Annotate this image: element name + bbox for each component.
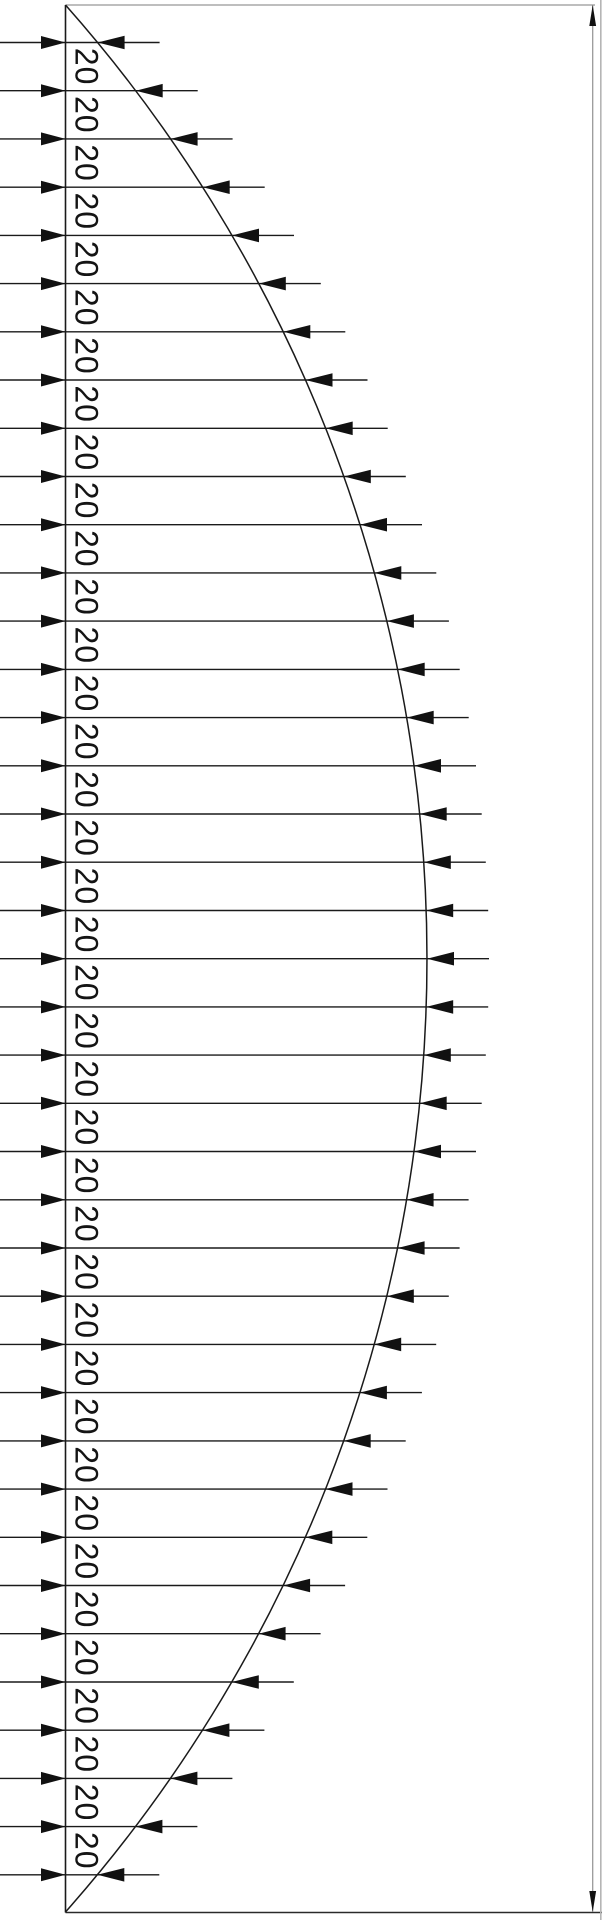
force-arrowhead-right-icon xyxy=(41,711,66,724)
force-arrowhead-left-icon xyxy=(427,952,454,966)
force-arrowhead-left-icon xyxy=(424,1048,451,1062)
force-arrowhead-right-icon xyxy=(41,663,66,676)
force-arrowhead-right-icon xyxy=(41,1868,66,1881)
force-arrowhead-left-icon xyxy=(306,373,333,387)
force-arrowhead-right-icon xyxy=(41,1627,66,1640)
load-label: 20 xyxy=(68,240,105,279)
force-arrowhead-right-icon xyxy=(41,422,66,435)
load-label: 20 xyxy=(68,144,105,182)
force-arrowhead-left-icon xyxy=(283,1579,310,1593)
force-arrowhead-right-icon xyxy=(41,132,66,145)
force-arrowhead-right-icon xyxy=(41,1290,66,1303)
load-label: 20 xyxy=(68,1205,105,1243)
force-arrowhead-right-icon xyxy=(41,470,66,483)
force-arrowhead-right-icon xyxy=(41,374,66,387)
force-arrowhead-left-icon xyxy=(398,663,425,677)
load-label: 20 xyxy=(68,867,105,906)
force-arrowhead-right-icon xyxy=(41,1483,66,1496)
load-label: 20 xyxy=(68,1397,105,1436)
load-label: 20 xyxy=(68,626,105,665)
force-arrowhead-right-icon xyxy=(41,181,66,194)
force-arrowhead-left-icon xyxy=(414,1145,441,1159)
force-arrowhead-right-icon xyxy=(41,1531,66,1544)
force-arrowhead-right-icon xyxy=(41,1772,66,1785)
force-arrowhead-right-icon xyxy=(41,1000,66,1013)
load-label: 20 xyxy=(68,1156,105,1195)
force-arrowhead-left-icon xyxy=(407,1193,434,1207)
force-arrowhead-right-icon xyxy=(41,904,66,917)
load-label: 20 xyxy=(68,433,105,472)
force-arrowhead-left-icon xyxy=(232,1675,259,1689)
load-label: 20 xyxy=(68,530,105,568)
force-arrowhead-left-icon xyxy=(426,904,453,918)
load-label: 20 xyxy=(68,578,105,616)
load-label: 20 xyxy=(68,1687,105,1725)
load-label: 20 xyxy=(68,1060,105,1098)
force-arrowhead-left-icon xyxy=(232,229,259,243)
force-arrowhead-left-icon xyxy=(305,1531,332,1545)
dimension-arrowhead-up-icon xyxy=(589,5,596,26)
load-label: 20 xyxy=(68,96,105,134)
force-arrowhead-left-icon xyxy=(387,1289,414,1303)
force-arrowhead-right-icon xyxy=(41,1676,66,1689)
force-arrowhead-right-icon xyxy=(41,1242,66,1255)
force-arrowhead-left-icon xyxy=(424,855,451,869)
force-arrowhead-left-icon xyxy=(360,1386,387,1400)
force-arrowhead-left-icon xyxy=(344,470,371,484)
force-arrowhead-left-icon xyxy=(407,711,434,725)
load-label: 20 xyxy=(68,288,105,327)
force-arrowhead-right-icon xyxy=(41,325,66,338)
force-arrowhead-left-icon xyxy=(374,566,401,580)
force-arrowhead-right-icon xyxy=(41,1434,66,1447)
force-arrowhead-left-icon xyxy=(387,614,414,628)
force-arrowhead-right-icon xyxy=(41,84,66,97)
load-label: 20 xyxy=(68,1446,105,1484)
force-arrowhead-right-icon xyxy=(41,856,66,869)
force-arrowhead-right-icon xyxy=(41,615,66,628)
load-label: 20 xyxy=(68,915,105,954)
force-arrowhead-left-icon xyxy=(360,518,387,532)
force-arrowhead-left-icon xyxy=(344,1434,371,1448)
force-arrowhead-right-icon xyxy=(41,759,66,772)
load-label: 20 xyxy=(68,1012,105,1050)
load-label: 20 xyxy=(68,1590,105,1629)
load-label: 20 xyxy=(68,722,105,761)
force-arrowhead-right-icon xyxy=(41,808,66,821)
load-label: 20 xyxy=(68,47,105,86)
force-arrowhead-left-icon xyxy=(414,759,441,773)
load-label: 20 xyxy=(68,385,105,423)
force-arrowhead-right-icon xyxy=(41,566,66,579)
force-arrowhead-right-icon xyxy=(41,952,66,965)
load-label: 20 xyxy=(68,1301,105,1340)
load-label: 20 xyxy=(68,192,105,231)
load-label: 20 xyxy=(68,1108,105,1147)
force-arrowhead-right-icon xyxy=(41,518,66,531)
force-arrowhead-right-icon xyxy=(41,1338,66,1351)
force-arrowhead-right-icon xyxy=(41,1820,66,1833)
load-label: 20 xyxy=(68,819,105,857)
force-arrowhead-left-icon xyxy=(259,1627,286,1641)
force-arrowhead-left-icon xyxy=(374,1338,401,1352)
force-arrowhead-right-icon xyxy=(41,36,66,49)
load-label: 20 xyxy=(68,1349,105,1388)
load-label: 20 xyxy=(68,1831,105,1870)
load-label: 20 xyxy=(68,481,105,520)
load-label: 20 xyxy=(68,1735,105,1774)
force-arrowhead-right-icon xyxy=(41,1386,66,1399)
load-label: 20 xyxy=(68,674,105,713)
load-label: 20 xyxy=(68,1253,105,1291)
force-arrowhead-left-icon xyxy=(326,422,353,436)
force-arrowhead-left-icon xyxy=(420,1097,447,1111)
load-label: 20 xyxy=(68,1494,105,1532)
load-label: 20 xyxy=(68,964,105,1002)
load-label: 20 xyxy=(68,1783,105,1822)
force-arrowhead-right-icon xyxy=(41,1579,66,1592)
force-arrowhead-right-icon xyxy=(41,277,66,290)
load-label: 20 xyxy=(68,1542,105,1581)
force-arrowhead-left-icon xyxy=(398,1241,425,1255)
force-arrowhead-right-icon xyxy=(41,229,66,242)
load-label: 20 xyxy=(68,337,105,375)
load-label: 20 xyxy=(68,771,105,809)
force-arrowhead-right-icon xyxy=(41,1097,66,1110)
dimension-arrowhead-down-icon xyxy=(589,1891,596,1912)
force-arrowhead-right-icon xyxy=(41,1049,66,1062)
force-arrowhead-right-icon xyxy=(41,1145,66,1158)
force-arrowhead-left-icon xyxy=(283,325,310,339)
force-arrowhead-left-icon xyxy=(259,277,286,291)
force-arrowhead-right-icon xyxy=(41,1724,66,1737)
load-label: 20 xyxy=(68,1639,105,1677)
force-arrowhead-left-icon xyxy=(426,1000,453,1014)
force-arrowhead-left-icon xyxy=(326,1482,353,1496)
force-arrowhead-left-icon xyxy=(420,807,447,821)
force-arrowhead-right-icon xyxy=(41,1193,66,1206)
